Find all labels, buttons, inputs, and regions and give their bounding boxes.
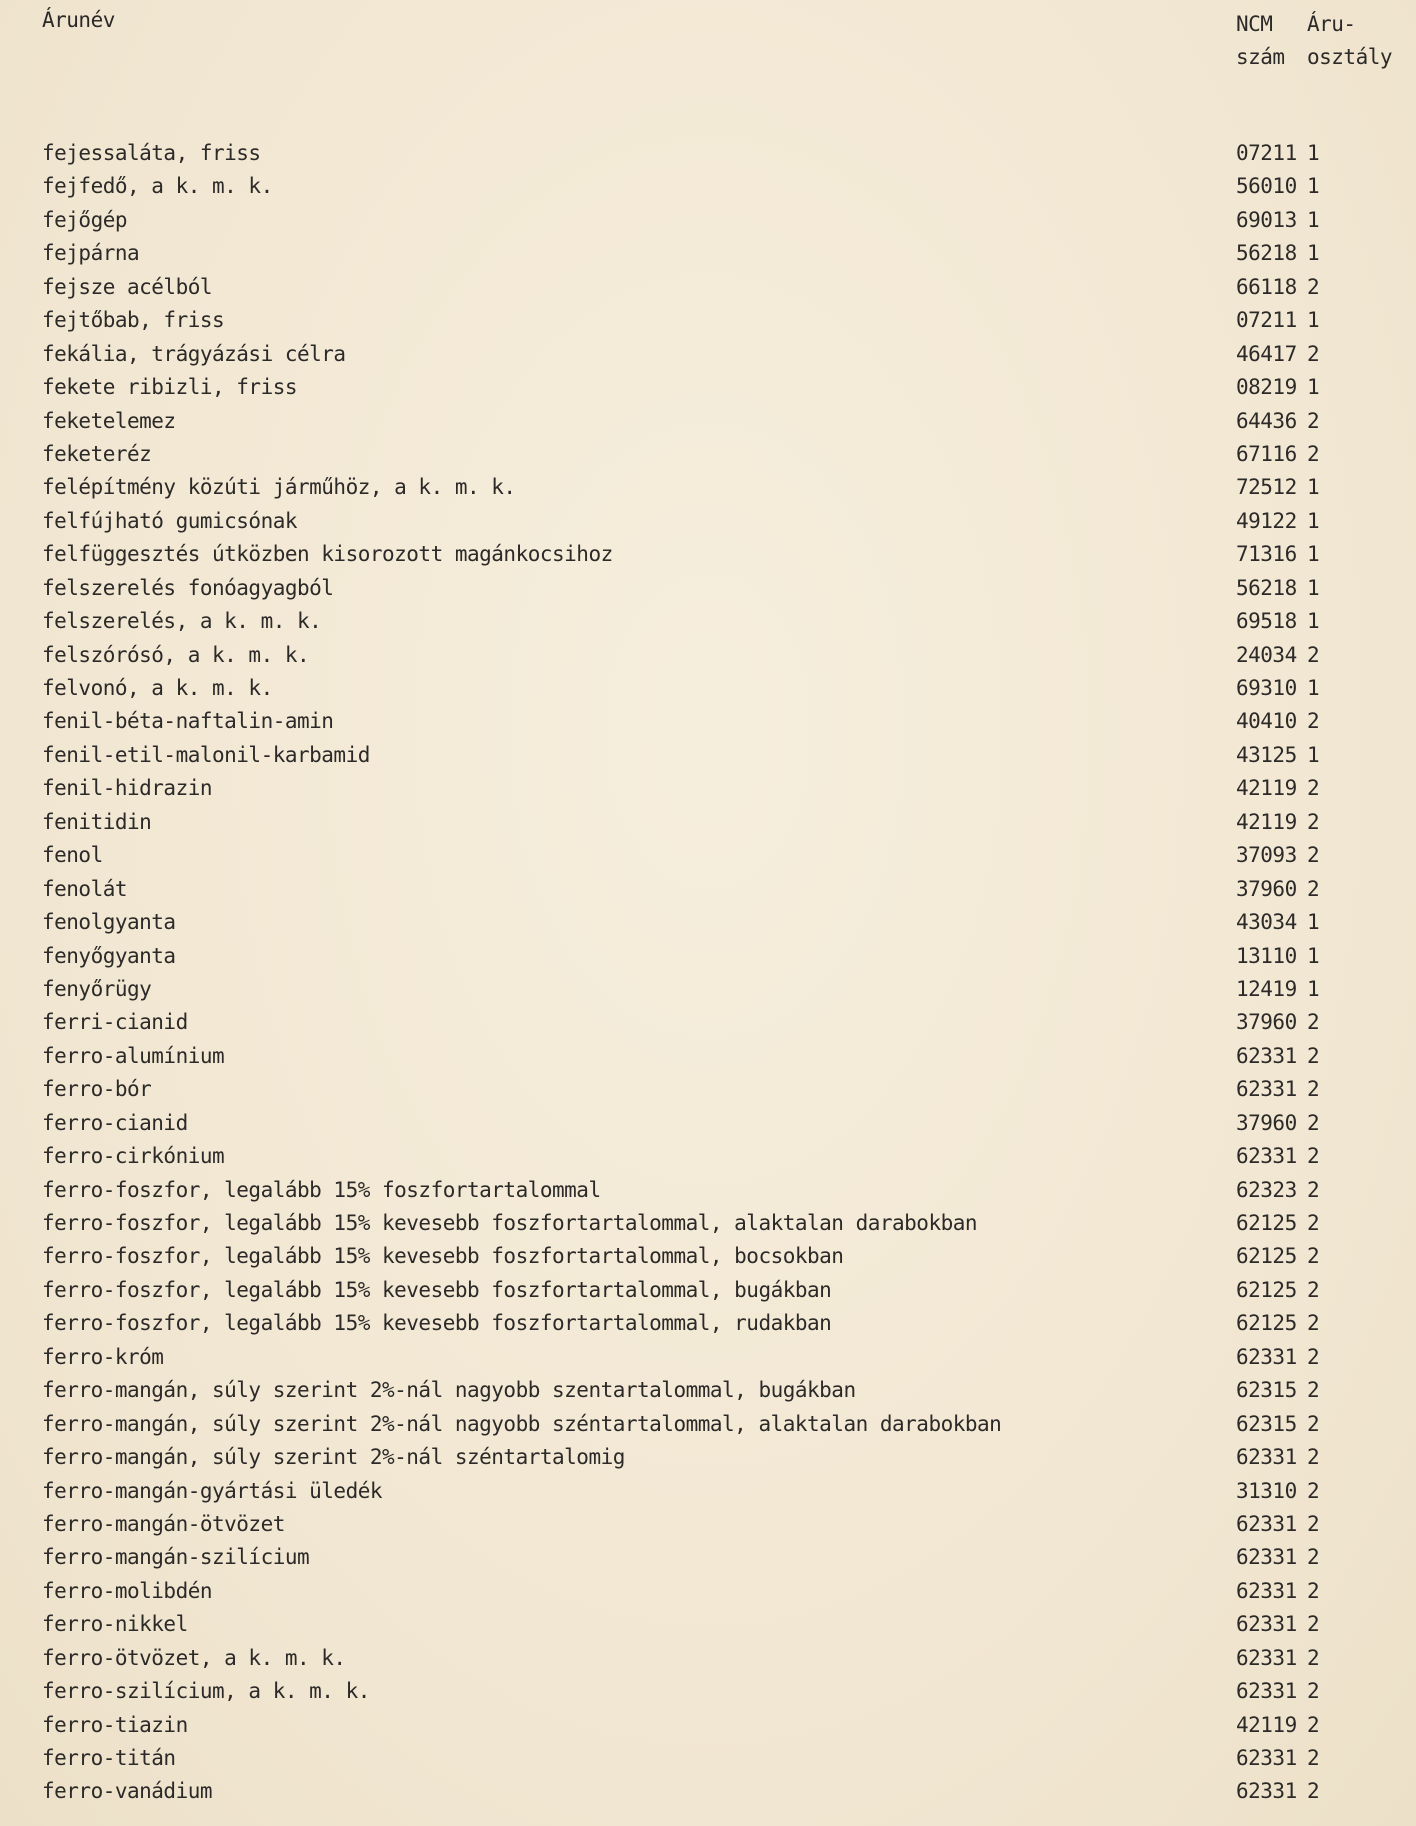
ncm-number: 46417: [1236, 341, 1297, 366]
ncm-number: 66118: [1236, 274, 1297, 299]
product-class: 1: [1307, 375, 1320, 400]
list-item: [0, 1775, 1416, 1808]
product-class: 2: [1307, 341, 1320, 366]
product-name: ferro-szilícium, a k. m. k.: [42, 1679, 370, 1704]
ncm-number: 56218: [1236, 575, 1297, 600]
ncm-number: 62331: [1236, 1511, 1297, 1536]
ncm-number: 24034: [1236, 642, 1297, 667]
ncm-number: 42119: [1236, 809, 1297, 834]
product-name: fejtőbab, friss: [42, 308, 225, 333]
product-name: fejfedő, a k. m. k.: [42, 174, 273, 199]
product-class: 1: [1307, 475, 1320, 500]
product-name: fenolát: [42, 876, 128, 901]
ncm-number: 62331: [1236, 1144, 1297, 1169]
list-item: [0, 1475, 1416, 1508]
list-item: [0, 405, 1416, 438]
product-class: 2: [1307, 1211, 1320, 1235]
list-item: [0, 1073, 1416, 1106]
ncm-number: 69013: [1236, 207, 1297, 232]
product-class: 2: [1307, 1578, 1320, 1603]
product-class: 2: [1307, 1010, 1320, 1035]
product-class: 2: [1307, 1177, 1320, 1202]
ncm-number: 62331: [1236, 1043, 1297, 1068]
ncm-number: 56010: [1236, 174, 1297, 199]
product-class: 2: [1307, 1746, 1320, 1770]
ncm-number: 62331: [1236, 1746, 1297, 1770]
product-name: fenitidin: [42, 809, 152, 834]
list-item: [0, 639, 1416, 672]
list-item: [0, 505, 1416, 538]
product-name: felfüggesztés útközben kisorozott magánkocsihoz: [42, 542, 613, 567]
ncm-number: 71316: [1236, 542, 1297, 567]
product-name: ferro-mangán, súly szerint 2%-nál széntartalomig: [42, 1445, 625, 1470]
product-name: feketeréz: [42, 441, 152, 466]
product-name: fejsze acélból: [42, 274, 213, 299]
product-class: 2: [1307, 1612, 1320, 1637]
list-item: [0, 806, 1416, 839]
ncm-number: 40410: [1236, 709, 1297, 734]
product-class: 2: [1307, 408, 1320, 433]
product-class: 1: [1307, 575, 1320, 600]
product-class: 2: [1307, 1077, 1320, 1102]
ncm-number: 12419: [1236, 976, 1297, 1001]
list-item: [0, 940, 1416, 973]
list-item: [0, 1006, 1416, 1039]
product-class: 1: [1307, 943, 1320, 968]
list-item: [0, 1374, 1416, 1407]
product-name: felépítmény közúti járműhöz, a k. m. k.: [42, 475, 516, 500]
product-name: felszerelés fonóagyagból: [42, 575, 334, 600]
product-class: 2: [1307, 1712, 1320, 1737]
list-item: [0, 1240, 1416, 1273]
product-name: ferro-foszfor, legalább 15% kevesebb foszfortartalommal, rudakban: [42, 1311, 832, 1336]
product-name: fejessaláta, friss: [42, 141, 261, 165]
ncm-number: 49122: [1236, 508, 1297, 533]
list-item: [0, 1675, 1416, 1708]
product-class: 2: [1307, 1311, 1320, 1336]
product-name: fenil-etil-malonil-karbamid: [42, 742, 370, 767]
product-name: ferro-molibdén: [42, 1578, 213, 1603]
ncm-number: 62331: [1236, 1545, 1297, 1570]
product-name: fekália, trágyázási célra: [42, 341, 346, 366]
ncm-number: 62331: [1236, 1578, 1297, 1603]
column-header-name: Árunév: [42, 8, 115, 32]
list-item: [0, 1107, 1416, 1140]
product-name: feketelemez: [42, 408, 176, 433]
ncm-number: 62315: [1236, 1378, 1297, 1403]
list-item: [0, 471, 1416, 504]
product-class: 2: [1307, 1411, 1320, 1436]
list-item: [0, 739, 1416, 772]
list-item: [0, 1508, 1416, 1541]
ncm-number: 62125: [1236, 1244, 1297, 1269]
ncm-number: 37960: [1236, 1110, 1297, 1135]
product-class: 2: [1307, 1779, 1320, 1804]
product-name: ferro-króm: [42, 1344, 164, 1369]
ncm-number: 62331: [1236, 1344, 1297, 1369]
ncm-number: 62331: [1236, 1779, 1297, 1804]
product-name: ferro-cianid: [42, 1110, 188, 1135]
list-item: [0, 1608, 1416, 1641]
product-name: ferro-cirkónium: [42, 1144, 225, 1169]
product-class: 2: [1307, 1679, 1320, 1704]
ncm-number: 43125: [1236, 742, 1297, 767]
list-item: [0, 1408, 1416, 1441]
ncm-number: 08219: [1236, 375, 1297, 400]
list-item: [0, 338, 1416, 371]
product-class: 2: [1307, 642, 1320, 667]
list-item: [0, 672, 1416, 705]
product-name: fenolgyanta: [42, 910, 176, 935]
list-item: [0, 1040, 1416, 1073]
list-item: [0, 839, 1416, 872]
product-name: ferro-mangán, súly szerint 2%-nál nagyobb széntartalommal, alaktalan darabokban: [42, 1411, 1002, 1436]
product-name: ferro-vanádium: [42, 1779, 213, 1804]
product-class: 2: [1307, 1511, 1320, 1536]
ncm-number: 72512: [1236, 475, 1297, 500]
product-name: ferro-mangán-gyártási üledék: [42, 1478, 383, 1503]
product-name: ferri-cianid: [42, 1010, 188, 1035]
product-class: 1: [1307, 976, 1320, 1001]
product-class: 2: [1307, 1645, 1320, 1670]
product-class: 2: [1307, 1244, 1320, 1269]
ncm-number: 62125: [1236, 1211, 1297, 1235]
ncm-number: 62323: [1236, 1177, 1297, 1202]
list-item: [0, 304, 1416, 337]
ncm-number: 62315: [1236, 1411, 1297, 1436]
product-class: 1: [1307, 542, 1320, 567]
product-class: 2: [1307, 1110, 1320, 1135]
product-class: 2: [1307, 843, 1320, 868]
product-class: 2: [1307, 441, 1320, 466]
ncm-number: 42119: [1236, 1712, 1297, 1737]
ncm-number: 56218: [1236, 241, 1297, 266]
list-item: [0, 1709, 1416, 1742]
column-header-ncm-line2: szám: [1236, 45, 1285, 69]
product-class: 2: [1307, 1043, 1320, 1068]
product-name: fenyőrügy: [42, 976, 152, 1001]
column-header-ncm-line1: NCM: [1236, 12, 1273, 36]
list-item: [0, 1742, 1416, 1775]
product-name: ferro-tiazin: [42, 1712, 188, 1737]
product-name: ferro-bór: [42, 1077, 152, 1102]
product-name: ferro-alumínium: [42, 1043, 225, 1068]
product-name: fenil-béta-naftalin-amin: [42, 709, 334, 734]
list-item: [0, 772, 1416, 805]
product-name: ferro-mangán, súly szerint 2%-nál nagyobb szentartalommal, bugákban: [42, 1378, 856, 1403]
product-class: 1: [1307, 508, 1320, 533]
product-name: felfújható gumicsónak: [42, 508, 298, 533]
column-header-class-line2: osztály: [1307, 45, 1393, 69]
product-name: ferro-mangán-ötvözet: [42, 1511, 285, 1536]
list-item: [0, 438, 1416, 471]
list-item: [0, 572, 1416, 605]
list-item: [0, 271, 1416, 304]
product-class: 1: [1307, 207, 1320, 232]
ncm-number: 31310: [1236, 1478, 1297, 1503]
list-item: [0, 873, 1416, 906]
ncm-number: 62331: [1236, 1679, 1297, 1704]
list-item: [0, 137, 1416, 170]
product-name: ferro-ötvözet, a k. m. k.: [42, 1645, 346, 1670]
ncm-number: 62331: [1236, 1645, 1297, 1670]
list-item: [0, 1274, 1416, 1307]
product-class: 2: [1307, 776, 1320, 801]
product-name: fenol: [42, 843, 103, 868]
list-item: [0, 204, 1416, 237]
product-class: 2: [1307, 709, 1320, 734]
product-name: felszórósó, a k. m. k.: [42, 642, 310, 667]
list-item: [0, 973, 1416, 1006]
product-list: [0, 137, 1416, 1809]
ncm-number: 07211: [1236, 308, 1297, 333]
list-item: [0, 538, 1416, 571]
product-class: 2: [1307, 1445, 1320, 1470]
ncm-number: 62125: [1236, 1311, 1297, 1336]
product-class: 2: [1307, 1545, 1320, 1570]
ncm-number: 64436: [1236, 408, 1297, 433]
product-name: ferro-nikkel: [42, 1612, 188, 1637]
product-class: 2: [1307, 274, 1320, 299]
column-header-class: [1307, 8, 1392, 74]
product-name: ferro-titán: [42, 1746, 176, 1770]
list-item: [0, 1307, 1416, 1340]
list-item: [0, 1174, 1416, 1207]
column-header-class-line1: Áru-: [1307, 12, 1356, 36]
list-item: [0, 1341, 1416, 1374]
product-class: 2: [1307, 1378, 1320, 1403]
list-item: [0, 170, 1416, 203]
ncm-number: 37093: [1236, 843, 1297, 868]
product-name: ferro-foszfor, legalább 15% kevesebb foszfortartalommal, alaktalan darabokban: [42, 1211, 978, 1235]
product-name: ferro-mangán-szilícium: [42, 1545, 310, 1570]
product-name: fejpárna: [42, 241, 140, 266]
ncm-number: 69518: [1236, 609, 1297, 634]
product-class: 2: [1307, 876, 1320, 901]
product-class: 1: [1307, 910, 1320, 935]
product-name: felvonó, a k. m. k.: [42, 676, 273, 700]
ncm-number: 62331: [1236, 1077, 1297, 1102]
column-header-ncm: [1236, 8, 1285, 74]
product-class: 2: [1307, 1144, 1320, 1169]
list-item: [0, 705, 1416, 738]
product-class: 1: [1307, 609, 1320, 634]
product-name: ferro-foszfor, legalább 15% kevesebb foszfortartalommal, bugákban: [42, 1277, 832, 1302]
product-class: 1: [1307, 174, 1320, 199]
ncm-number: 13110: [1236, 943, 1297, 968]
product-name: fekete ribizli, friss: [42, 375, 298, 400]
ncm-number: 37960: [1236, 876, 1297, 901]
product-name: ferro-foszfor, legalább 15% kevesebb foszfortartalommal, bocsokban: [42, 1244, 844, 1269]
ncm-number: 69310: [1236, 676, 1297, 700]
ncm-number: 42119: [1236, 776, 1297, 801]
list-item: [0, 237, 1416, 270]
ncm-number: 62331: [1236, 1445, 1297, 1470]
product-class: 1: [1307, 308, 1320, 333]
product-name: fejőgép: [42, 207, 128, 232]
list-item: [0, 1541, 1416, 1574]
product-class: 1: [1307, 241, 1320, 266]
list-item: [0, 1642, 1416, 1675]
list-item: [0, 371, 1416, 404]
list-item: [0, 906, 1416, 939]
product-class: 2: [1307, 1344, 1320, 1369]
product-class: 2: [1307, 1277, 1320, 1302]
list-item: [0, 1441, 1416, 1474]
list-item: [0, 605, 1416, 638]
product-name: felszerelés, a k. m. k.: [42, 609, 322, 634]
product-name: fenyőgyanta: [42, 943, 176, 968]
product-class: 1: [1307, 141, 1320, 165]
ncm-number: 62125: [1236, 1277, 1297, 1302]
product-class: 1: [1307, 742, 1320, 767]
product-class: 1: [1307, 676, 1320, 700]
list-item: [0, 1207, 1416, 1240]
product-class: 2: [1307, 1478, 1320, 1503]
list-item: [0, 1575, 1416, 1608]
product-name: ferro-foszfor, legalább 15% foszfortartalommal: [42, 1177, 601, 1202]
ncm-number: 67116: [1236, 441, 1297, 466]
product-class: 2: [1307, 809, 1320, 834]
ncm-number: 07211: [1236, 141, 1297, 165]
product-name: fenil-hidrazin: [42, 776, 213, 801]
ncm-number: 62331: [1236, 1612, 1297, 1637]
ncm-number: 43034: [1236, 910, 1297, 935]
ncm-number: 37960: [1236, 1010, 1297, 1035]
list-item: [0, 1140, 1416, 1173]
